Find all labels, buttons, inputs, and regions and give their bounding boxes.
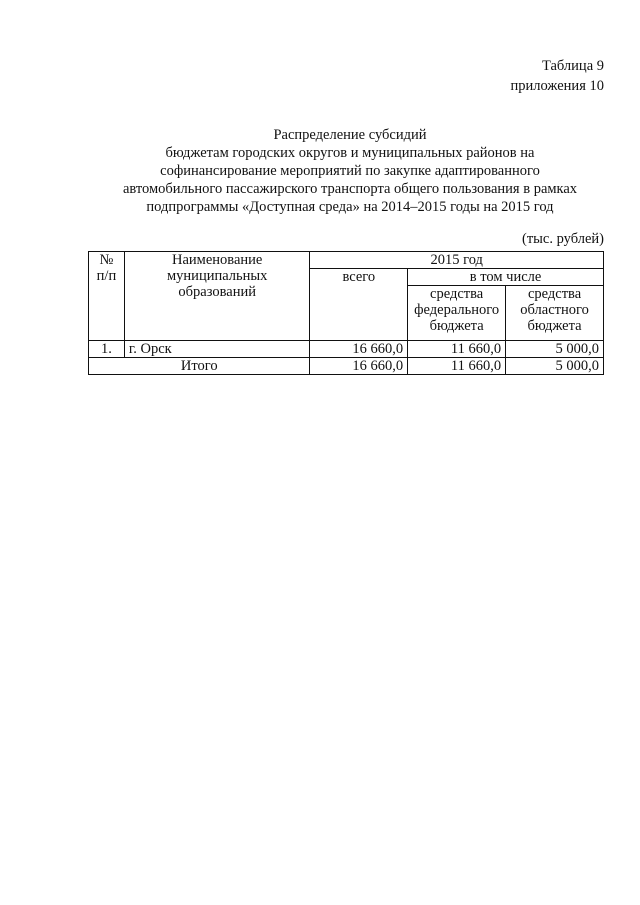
title-line-3: софинансирование мероприятий по закупке адаптированного [160,163,540,179]
header-including-cell: в том числе [408,269,604,286]
title-line-4: автомобильного пассажирского транспорта общего пользования в рамках [122,181,578,197]
header-name-line-2: муниципальных [167,268,268,284]
title-line-5: подпрограммы «Доступная среда» на 2014–2015 годы на 2015 год [146,199,554,215]
totals-label-cell: Итого [89,358,310,375]
header-num-cell [89,252,125,341]
unit-label: (тыс. рублей) [522,231,604,247]
header-year-cell: 2015 год [310,252,604,269]
row-federal-cell: 11 660,0 [408,341,506,358]
table-number-label: Таблица 9 [541,58,604,74]
row-num-cell: 1. [89,341,125,358]
header-federal-line-3: бюджета [429,318,484,334]
table-row [89,341,604,358]
header-regional-line-2: областного [520,302,589,318]
row-total-cell: 16 660,0 [310,341,408,358]
appendix-label: приложения 10 [510,78,604,94]
header-federal-cell [408,286,506,341]
totals-federal-cell: 11 660,0 [408,358,506,375]
totals-regional-cell: 5 000,0 [506,358,604,375]
row-name-cell: г. Орск [124,341,310,358]
document-header [511,56,604,96]
header-federal-line-2: федерального [414,302,500,318]
header-regional-cell [506,286,604,341]
header-num-line-1: № [99,252,114,268]
header-name-line-3: образований [178,284,256,300]
header-num-line-2: п/п [96,268,117,284]
totals-total-cell: 16 660,0 [310,358,408,375]
title-line-2: бюджетам городских округов и муниципальных районов на [165,145,535,161]
totals-row [89,358,604,375]
header-total-cell: всего [310,269,408,341]
header-name-line-1: Наименование [172,252,263,268]
subsidy-table [88,251,604,375]
header-federal-line-1: средства [430,286,484,302]
header-name-cell [124,252,310,341]
document-title [60,126,640,216]
header-row-1 [89,252,604,269]
header-regional-line-3: бюджета [527,318,582,334]
row-regional-cell: 5 000,0 [506,341,604,358]
header-regional-line-1: средства [527,286,582,302]
title-line-1: Распределение субсидий [273,127,427,143]
